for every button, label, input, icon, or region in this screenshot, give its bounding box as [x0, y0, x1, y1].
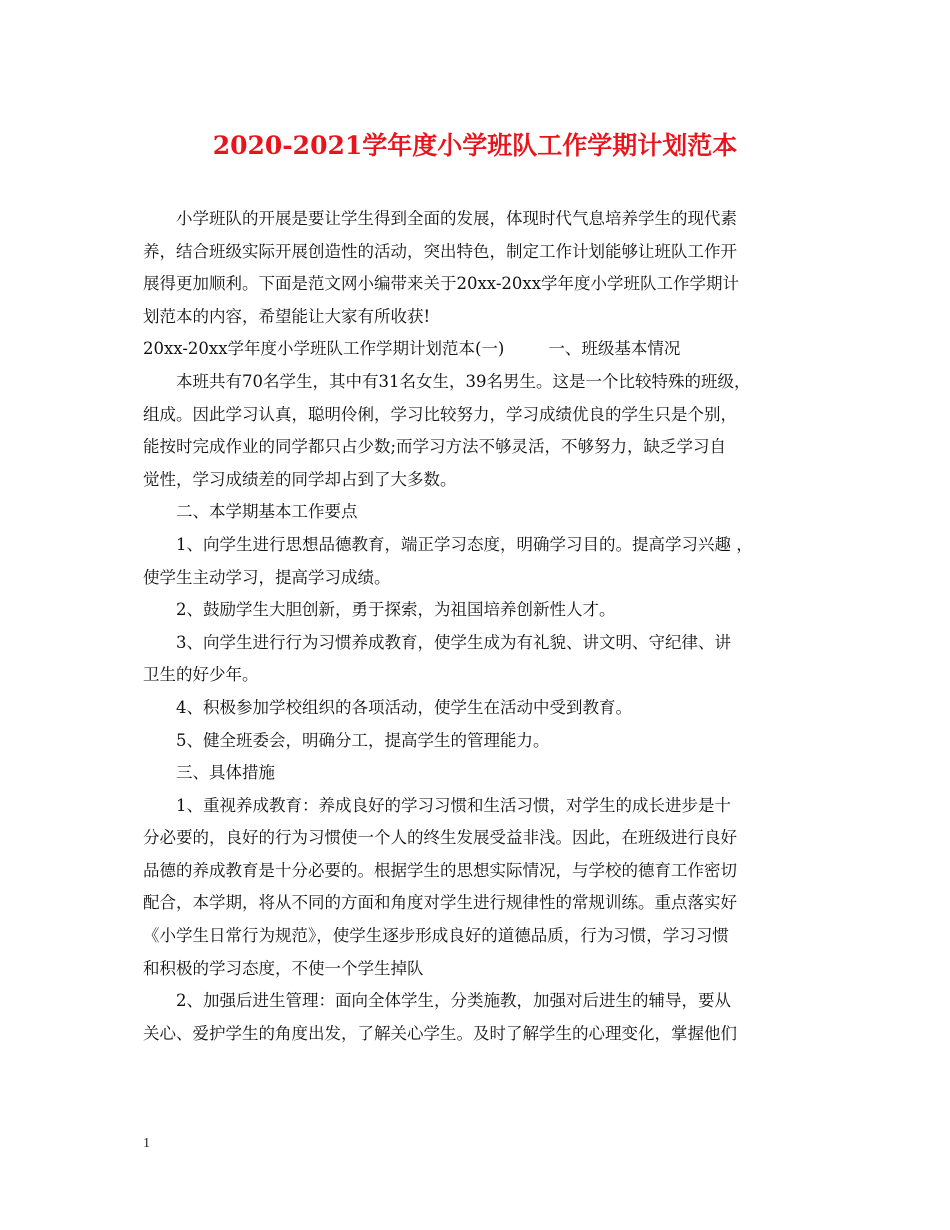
text-line	[143, 431, 811, 464]
text-line-content: 2、加强后进生管理：面向全体学生，分类施教，加强对后进生的辅导，要从	[176, 991, 731, 1011]
text-line-content: 1、重视养成教育：养成良好的学习习惯和生活习惯，对学生的成长进步是十	[176, 795, 731, 815]
text-line-content: 1、向学生进行思想品德教育，端正学习态度，明确学习目的。提高学习兴趣 ，	[176, 534, 753, 554]
text-line	[143, 203, 811, 236]
text-line	[143, 594, 811, 627]
text-line	[143, 920, 811, 953]
text-line	[143, 627, 811, 660]
text-line	[143, 333, 811, 366]
text-line	[143, 562, 811, 595]
text-line-content: 觉性，学习成绩差的同学却占到了大多数。	[143, 469, 457, 489]
text-line-content: 使学生主动学习，提高学习成绩。	[143, 567, 391, 587]
section-heading-inline: 一、班级基本情况	[548, 339, 681, 359]
text-line	[143, 529, 811, 562]
text-line	[143, 855, 811, 888]
text-line	[143, 496, 811, 529]
text-line-content: 配合，本学期，将从不同的方面和角度对学生进行规律性的常规训练。重点落实好	[143, 893, 737, 913]
text-line	[143, 236, 811, 269]
text-line-content: 卫生的好少年。	[143, 665, 259, 685]
page-number: 1	[143, 1136, 150, 1151]
text-line-content: 分必要的，良好的行为习惯使一个人的终生发展受益非浅。因此，在班级进行良好	[143, 828, 737, 848]
text-line-content: 《小学生日常行为规范》，使学生逐步形成良好的道德品质，行为习惯，学习习惯	[143, 926, 729, 946]
text-line	[143, 301, 811, 334]
text-line	[143, 692, 811, 725]
text-line	[143, 268, 811, 301]
text-line-content: 5、健全班委会，明确分工，提高学生的管理能力。	[176, 730, 550, 750]
text-line-content: 二、本学期基本工作要点	[176, 502, 358, 522]
text-line	[143, 659, 811, 692]
text-line	[143, 366, 811, 399]
text-line	[143, 399, 811, 432]
document-body	[143, 203, 811, 1050]
text-line	[143, 887, 811, 920]
text-line	[143, 757, 811, 790]
text-line-content: 品德的养成教育是十分必要的。根据学生的思想实际情况，与学校的德育工作密切	[143, 860, 737, 880]
text-line	[143, 1018, 811, 1051]
text-line	[143, 790, 811, 823]
text-line-content: 三、具体措施	[176, 763, 275, 783]
text-line-content: 4、积极参加学校组织的各项活动，使学生在活动中受到教育。	[176, 697, 632, 717]
text-line-content: 划范本的内容，希望能让大家有所收获!	[143, 306, 431, 326]
text-line	[143, 953, 811, 986]
text-line	[143, 822, 811, 855]
text-line-content: 关心、爱护学生的角度出发，了解关心学生。及时了解学生的心理变化，掌握他们	[143, 1023, 737, 1043]
text-line-content: 和积极的学习态度，不使一个学生掉队	[143, 958, 424, 978]
text-line-content: 20xx-20xx学年度小学班队工作学期计划范本(一)	[143, 339, 505, 359]
text-line-content: 2、鼓励学生大胆创新，勇于探索，为祖国培养创新性人才。	[176, 600, 616, 620]
text-line-content: 3、向学生进行行为习惯养成教育，使学生成为有礼貌、讲文明、守纪律、讲	[176, 632, 731, 652]
text-line-content: 养，结合班级实际开展创造性的活动，突出特色，制定工作计划能够让班队工作开	[143, 241, 737, 261]
text-line	[143, 464, 811, 497]
text-line-content: 展得更加顺利。下面是范文网小编带来关于20xx-20xx学年度小学班队工作学期计	[143, 274, 739, 294]
text-line-content: 本班共有70名学生，其中有31名女生，39名男生。这是一个比较特殊的班级，	[176, 371, 751, 391]
text-line	[143, 725, 811, 758]
document-title: 2020-2021学年度小学班队工作学期计划范本	[212, 131, 738, 160]
text-line-content: 小学班队的开展是要让学生得到全面的发展，体现时代气息培养学生的现代素	[176, 209, 737, 228]
text-line-content: 能按时完成作业的同学都只占少数;而学习方法不够灵活，不够努力，缺乏学习自	[143, 437, 727, 457]
text-line-content: 组成。因此学习认真，聪明伶俐，学习比较努力，学习成绩优良的学生只是个别，	[143, 404, 737, 424]
text-line	[143, 985, 811, 1018]
